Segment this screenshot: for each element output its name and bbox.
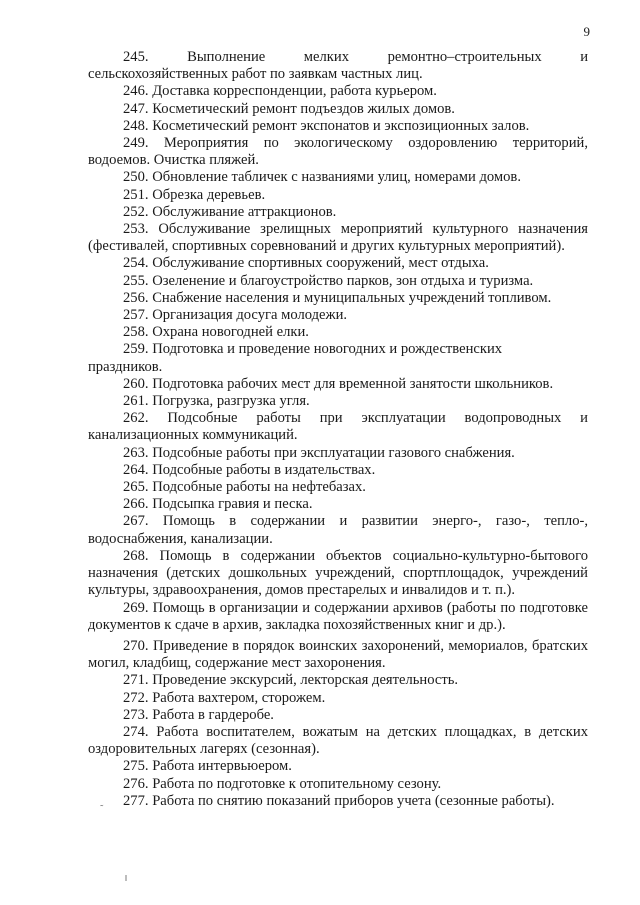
list-item: 249. Мероприятия по экологическому оздоровлению территорий, водоемов. Очистка пляжей. [88, 135, 588, 169]
list-item: 268. Помощь в содержании объектов социально-культурно-бытового назначения (детских дошкольных учреждений, спортплощадок, учреждений культуры, здравоохранения, домов престарелых и инвалидов и т. п.). [88, 547, 588, 599]
list-item: 274. Работа воспитателем, вожатым на детских площадках, в детских оздоровительных лагерях (сезонная). [88, 723, 588, 758]
list-item: 276. Работа по подготовке к отопительному сезону. [123, 775, 442, 792]
page-number: 9 [583, 24, 590, 39]
list-item: 252. Обслуживание аттракционов. [123, 203, 337, 220]
list-item: 262. Подсобные работы при эксплуатации водопроводных и канализационных коммуникаций. [88, 410, 588, 444]
list-item: 258. Охрана новогодней елки. [123, 324, 309, 341]
list-item: 272. Работа вахтером, сторожем. [123, 689, 326, 706]
list-item: 275. Работа интервьюером. [123, 758, 292, 775]
list-item: 248. Косметический ремонт экспонатов и экспозиционных залов. [123, 117, 530, 134]
list-item: 246. Доставка корреспонденции, работа курьером. [123, 83, 437, 100]
list-item: праздников. [88, 358, 163, 375]
list-item: 267. Помощь в содержании и развитии энерго-, газо-, тепло-, водоснабжения, канализации. [88, 513, 588, 547]
list-item: 257. Организация досуга молодежи. [123, 307, 348, 324]
list-item: 255. Озеленение и благоустройство парков, зон отдыха и туризма. [123, 272, 534, 289]
list-item: 251. Обрезка деревьев. [123, 186, 266, 203]
list-item: 271. Проведение экскурсий, лекторская деятельность. [123, 672, 459, 689]
scan-speck [125, 875, 127, 881]
list-item: 261. Погрузка, разгрузка угля. [123, 393, 310, 410]
list-item: 273. Работа в гардеробе. [123, 706, 274, 723]
list-content [88, 49, 588, 810]
list-item: 254. Обслуживание спортивных сооружений, мест отдыха. [123, 255, 489, 272]
list-item: 253. Обслуживание зрелищных мероприятий культурного назначения (фестивалей, спортивных соревнований и других культурных мероприятий). [88, 221, 588, 255]
list-item: 256. Снабжение населения и муниципальных учреждений топливом. [123, 289, 552, 306]
list-item: 277. Работа по снятию показаний приборов учета (сезонные работы). [123, 792, 555, 809]
list-item: 245. Выполнение мелких ремонтно–строительных и сельскохозяйственных работ по заявкам частных лиц. [88, 49, 588, 83]
list-item: 260. Подготовка рабочих мест для временной занятости школьников. [123, 375, 554, 392]
list-item: 247. Косметический ремонт подъездов жилых домов. [123, 100, 455, 117]
list-item: 270. Приведение в порядок воинских захоронений, мемориалов, братских могил, кладбищ, содержание мест захоронения. [88, 637, 588, 672]
list-item: 269. Помощь в организации и содержании архивов (работы по подготовке документов к сдаче в архив, закладка похозяйственных книг и др.). [88, 599, 588, 633]
list-item: 250. Обновление табличек с названиями улиц, номерами домов. [123, 169, 521, 186]
list-item: 263. Подсобные работы при эксплуатации газового снабжения. [123, 444, 515, 461]
list-item: 266. Подсыпка гравия и песка. [123, 496, 313, 513]
margin-mark: ˜ [100, 804, 104, 815]
list-item: 259. Подготовка и проведение новогодних и рождественских [123, 341, 503, 358]
list-item: 265. Подсобные работы на нефтебазах. [123, 479, 366, 496]
list-item: 264. Подсобные работы в издательствах. [123, 461, 376, 478]
